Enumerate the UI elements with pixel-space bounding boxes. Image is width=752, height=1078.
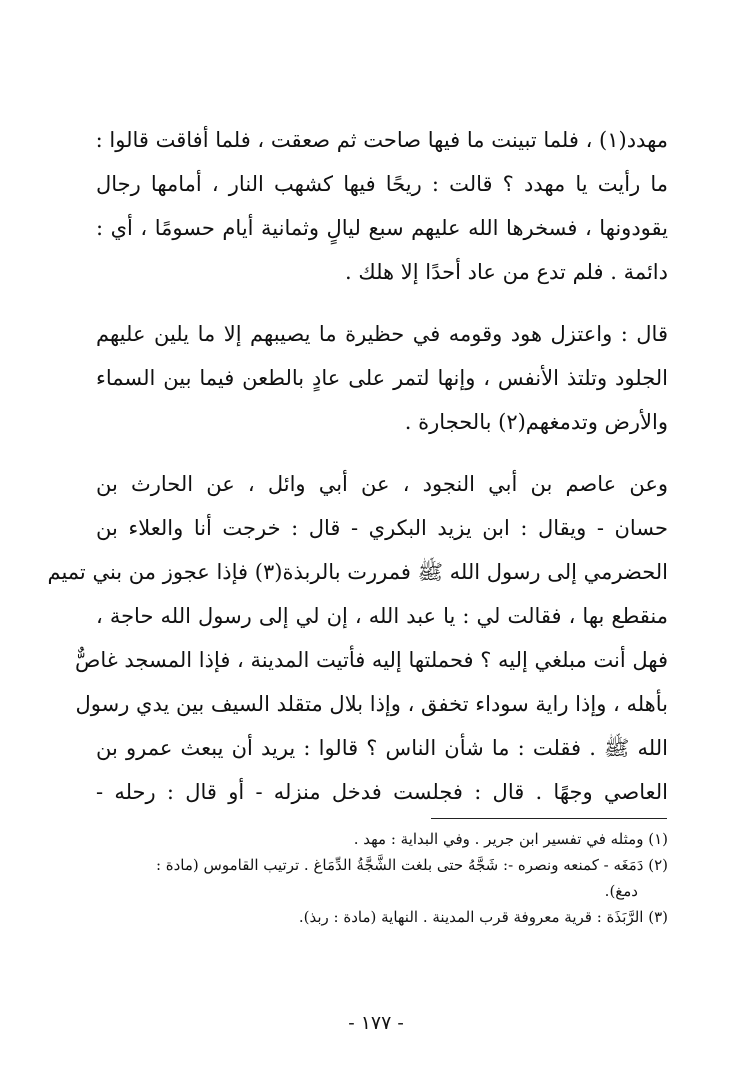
- text-line: منقطع بها ، فقالت لي : يا عبد الله ، إن لي إلى رسول الله حاجة ،: [96, 604, 668, 628]
- footnote-separator: [431, 818, 667, 819]
- text-line: بأهله ، وإذا راية سوداء تخفق ، وإذا بلال متقلد السيف بين يدي رسول: [75, 692, 668, 716]
- text-line: ما رأيت يا مهدد ؟ قالت : ريحًا فيها كشهب النار ، أمامها رجال: [96, 172, 668, 196]
- text-line: الله ﷺ . فقلت : ما شأن الناس ؟ قالوا : يريد أن يبعث عمرو بن: [96, 736, 668, 760]
- text-line: الجلود وتلتذ الأنفس ، وإنها لتمر على عادٍ بالطعن فيما بين السماء: [96, 366, 668, 390]
- text-line: دائمة . فلم تدع من عاد أحدًا إلا هلك .: [345, 260, 668, 284]
- footnotes: [96, 826, 668, 930]
- text-line: العاصي وجهًا . قال : فجلست فدخل منزله - أو قال : رحله -: [96, 780, 668, 804]
- text-line: الحضرمي إلى رسول الله ﷺ فمررت بالربذة(٣) فإذا عجوز من بني تميم: [47, 560, 668, 584]
- footnote-3: (٣) الرَّبَذَة : قرية معروفة قرب المدينة . النهاية (مادة : ربذ).: [298, 908, 668, 926]
- footnote-2: (٢) دَمَغَه - كمنعه ونصره -: شَجَّهُ حتى بلغت الشَّجَّةُ الدِّمَاغ . ترتيب القاموس (مادة :: [155, 856, 668, 874]
- text-line: حسان - ويقال : ابن يزيد البكري - قال : خرجت أنا والعلاء بن: [96, 516, 668, 540]
- main-text: [47, 118, 668, 832]
- text-line: مهدد(١) ، فلما تبينت ما فيها صاحت ثم صعقت ، فلما أفاقت قالوا :: [95, 128, 668, 152]
- text-line: قال : واعتزل هود وقومه في حظيرة ما يصيبهم إلا ما يلين عليهم: [96, 322, 668, 346]
- paragraph-3: [47, 462, 668, 814]
- text-line: والأرض وتدمغهم(٢) بالحجارة .: [404, 410, 668, 434]
- text-line: وعن عاصم بن أبي النجود ، عن أبي وائل ، عن الحارث بن: [96, 472, 668, 496]
- paragraph-1: [96, 118, 668, 294]
- text-line: فهل أنت مبلغي إليه ؟ فحملتها إليه فأتيت المدينة ، فإذا المسجد غاصٌّ: [74, 648, 668, 672]
- footnote-1: (١) ومثله في تفسير ابن جرير . وفي البداية : مهد .: [353, 830, 668, 848]
- page-number: - ١٧٧ -: [348, 1012, 404, 1034]
- text-line: يقودونها ، فسخرها الله عليهم سبع ليالٍ وثمانية أيام حسومًا ، أي :: [96, 216, 668, 240]
- paragraph-2: [96, 312, 668, 444]
- footnote-2-continued: دمغ).: [604, 882, 638, 900]
